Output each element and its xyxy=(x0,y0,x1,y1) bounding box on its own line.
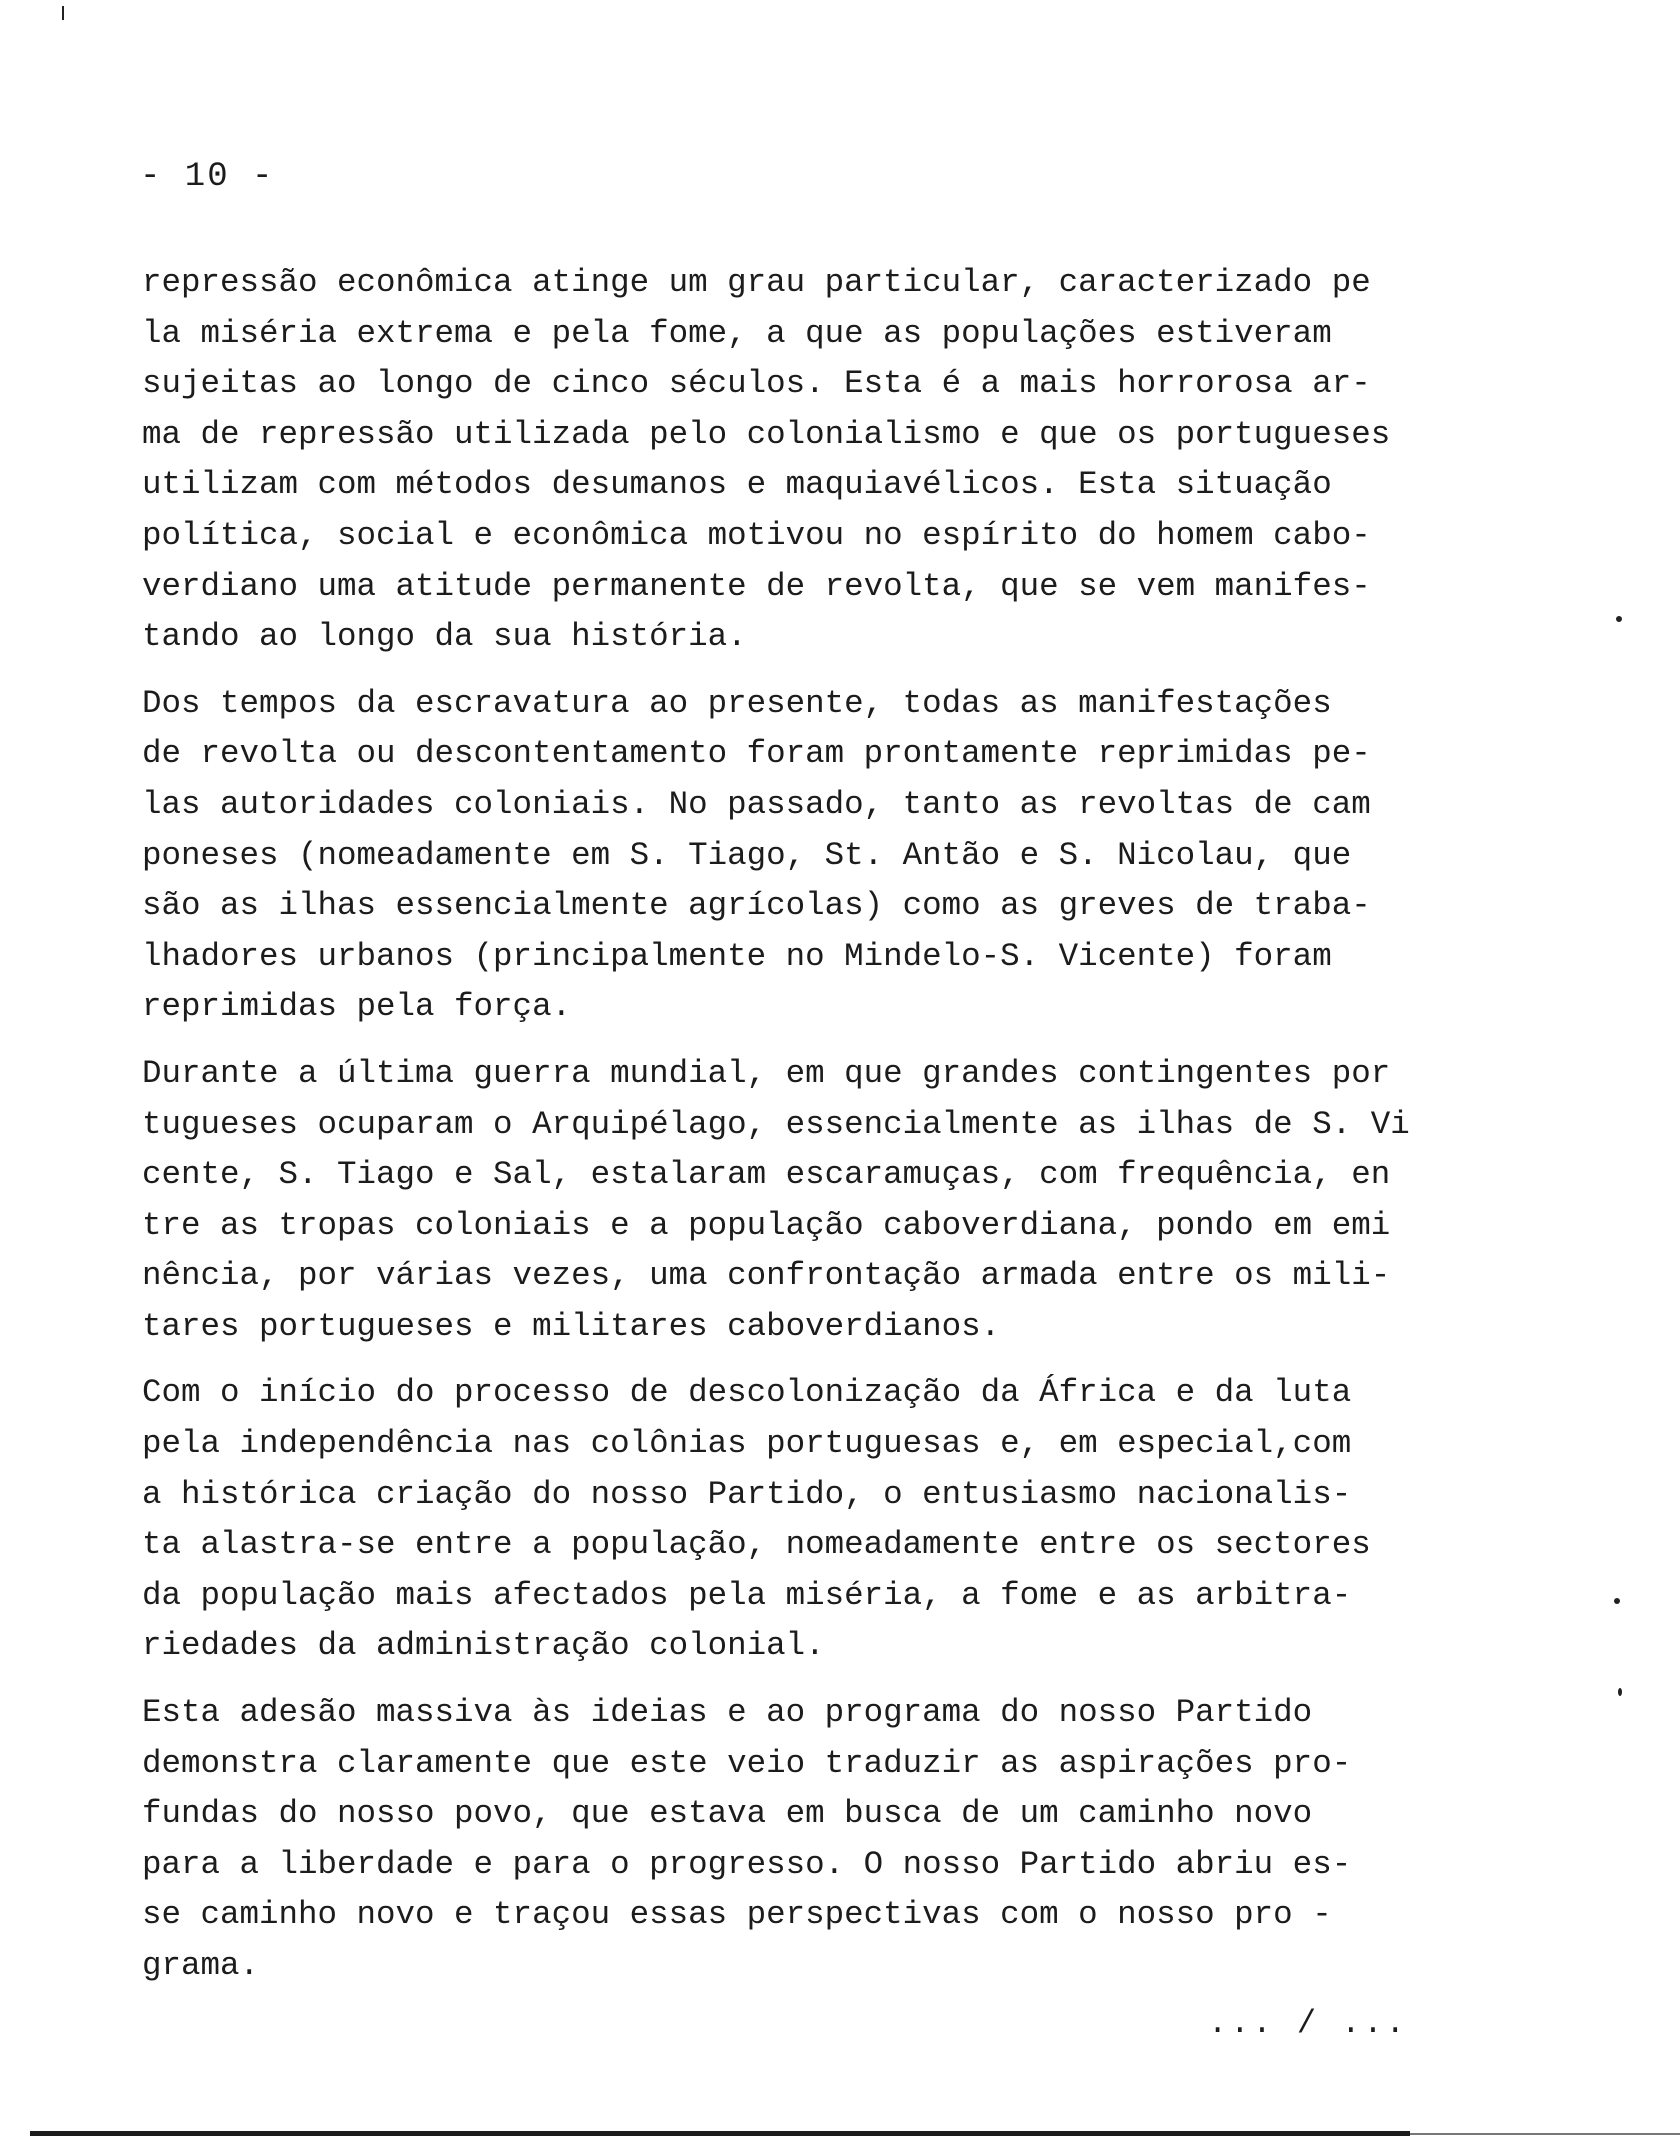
bottom-rule xyxy=(30,2131,1410,2136)
text-line: repressão econômica atinge um grau particular, caracterizado pe xyxy=(142,264,1371,301)
text-line: grama. xyxy=(142,1947,260,1984)
text-line: demonstra claramente que este veio traduzir as aspirações pro- xyxy=(142,1744,1352,1782)
page-number: - 10 - xyxy=(140,158,275,196)
paragraph-5 xyxy=(142,1688,1472,1992)
text-line: tares portugueses e militares caboverdianos. xyxy=(142,1307,1001,1345)
text-line: Com o início do processo de descolonização da África e da luta xyxy=(142,1374,1352,1412)
text-line: ma de repressão utilizada pelo colonialismo e que os portugueses xyxy=(142,415,1391,453)
text-line: de revolta ou descontentamento foram prontamente reprimidas pe- xyxy=(142,735,1371,773)
text-line: poneses (nomeadamente em S. Tiago, St. Antão e S. Nicolau, que xyxy=(142,836,1352,874)
scan-speck xyxy=(1614,1598,1620,1604)
paragraph-2 xyxy=(142,679,1472,1033)
text-line: la miséria extrema e pela fome, a que as populações estiveram xyxy=(142,314,1332,352)
body-text xyxy=(142,258,1472,2008)
text-line: cente, S. Tiago e Sal, estalaram escaramuças, com frequência, en xyxy=(142,1156,1391,1194)
text-line: nência, por várias vezes, uma confrontação armada entre os mili- xyxy=(142,1257,1391,1295)
text-line: Dos tempos da escravatura ao presente, todas as manifestações xyxy=(142,684,1332,722)
text-line: pela independência nas colônias portuguesas e, em especial,com xyxy=(142,1425,1352,1463)
text-line: lhadores urbanos (principalmente no Mindelo-S. Vicente) foram xyxy=(142,937,1332,975)
scan-speck xyxy=(62,6,64,20)
scan-speck xyxy=(1616,616,1622,622)
text-line: da população mais afectados pela miséria, a fome e as arbitra- xyxy=(142,1576,1352,1614)
text-line: para a liberdade e para o progresso. O nosso Partido abriu es- xyxy=(142,1845,1352,1883)
text-line: fundas do nosso povo, que estava em busca de um caminho novo xyxy=(142,1795,1313,1833)
text-line: se caminho novo e traçou essas perspectivas com o nosso pro - xyxy=(142,1896,1332,1934)
text-line: tugueses ocuparam o Arquipélago, essencialmente as ilhas de S. Vi xyxy=(142,1105,1410,1143)
paragraph-1 xyxy=(142,258,1472,663)
text-line: a histórica criação do nosso Partido, o entusiasmo nacionalis- xyxy=(142,1475,1352,1513)
text-line: utilizam com métodos desumanos e maquiavélicos. Esta situação xyxy=(142,466,1332,504)
text-line: sujeitas ao longo de cinco séculos. Esta é a mais horrorosa ar- xyxy=(142,365,1371,403)
continuation-mark: ... / ... xyxy=(1208,2005,1408,2042)
text-line: verdiano uma atitude permanente de revolta, que se vem manifes- xyxy=(142,567,1371,605)
text-line: las autoridades coloniais. No passado, tanto as revoltas de cam xyxy=(142,785,1371,823)
text-line: são as ilhas essencialmente agrícolas) como as greves de traba- xyxy=(142,887,1371,925)
text-line: reprimidas pela força. xyxy=(142,988,572,1026)
text-line: ta alastra-se entre a população, nomeadamente entre os sectores xyxy=(142,1526,1371,1564)
paragraph-4 xyxy=(142,1368,1472,1672)
bottom-rule xyxy=(1410,2133,1680,2135)
text-line: política, social e econômica motivou no espírito do homem cabo- xyxy=(142,516,1371,554)
text-line: Durante a última guerra mundial, em que grandes contingentes por xyxy=(142,1054,1391,1092)
text-line: Esta adesão massiva às ideias e ao programa do nosso Partido xyxy=(142,1694,1313,1732)
text-line: riedades da administração colonial. xyxy=(142,1627,825,1665)
paragraph-3 xyxy=(142,1049,1472,1353)
text-line: tando ao longo da sua história. xyxy=(142,618,747,656)
scan-speck xyxy=(1618,1688,1622,1696)
text-line: tre as tropas coloniais e a população caboverdiana, pondo em emi xyxy=(142,1206,1391,1244)
